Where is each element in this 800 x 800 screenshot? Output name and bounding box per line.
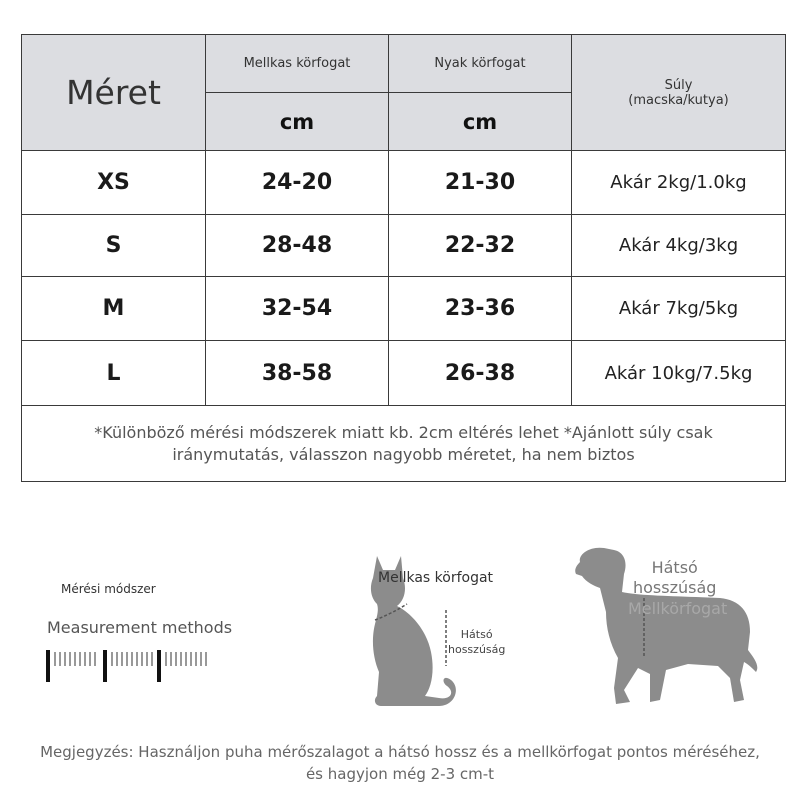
neck-header: Nyak körfogat <box>389 35 572 93</box>
cat-back-label-line2: hosszúság <box>448 643 506 656</box>
dog-back-label-line2: hosszúság <box>633 578 717 597</box>
chest-cell: 28-48 <box>206 215 389 277</box>
dog-back-length-label <box>633 558 716 598</box>
table-row <box>22 151 786 215</box>
cat-back-label-line1: Hátsó <box>460 628 493 641</box>
size-header: Méret <box>22 35 206 151</box>
note-text: *Különböző mérési módszerek miatt kb. 2cm eltérés lehet *Ajánlott súly csak iránymutatás, válasszon nagyobb méretet, ha nem biztos <box>22 406 786 482</box>
chest-cell: 32-54 <box>206 277 389 341</box>
footnote: Megjegyzés: Használjon puha mérőszalagot a hátsó hossz és a mellkörfogat pontos méréséhez, és hagyjon még 2-3 cm-t <box>40 743 760 783</box>
table-row <box>22 341 786 406</box>
measuring-tape-icon <box>44 648 214 684</box>
chest-cell: 24-20 <box>206 151 389 215</box>
measurement-method-label: Mérési módszer <box>61 582 156 596</box>
cat-chest-label: Mellkas körfogat <box>378 570 494 586</box>
cat-back-length-label <box>448 627 505 657</box>
neck-unit: cm <box>389 93 572 151</box>
neck-cell: 21-30 <box>389 151 572 215</box>
chest-unit: cm <box>206 93 389 151</box>
note-row <box>22 406 786 482</box>
table-row <box>22 215 786 277</box>
weight-cell: Akár 7kg/5kg <box>572 277 786 341</box>
chest-cell: 38-58 <box>206 341 389 406</box>
chest-header: Mellkas körfogat <box>206 35 389 93</box>
weight-cell: Akár 10kg/7.5kg <box>572 341 786 406</box>
weight-header-subtitle: (macska/kutya) <box>628 92 729 108</box>
measurement-methods-label: Measurement methods <box>47 618 233 637</box>
size-cell: M <box>22 277 206 341</box>
size-cell: L <box>22 341 206 406</box>
dog-chest-label: Mellkörfogat <box>628 599 728 618</box>
weight-cell: Akár 4kg/3kg <box>572 215 786 277</box>
weight-header <box>572 35 786 151</box>
weight-cell: Akár 2kg/1.0kg <box>572 151 786 215</box>
size-cell: S <box>22 215 206 277</box>
neck-cell: 23-36 <box>389 277 572 341</box>
size-table <box>21 34 786 482</box>
neck-cell: 26-38 <box>389 341 572 406</box>
neck-cell: 22-32 <box>389 215 572 277</box>
header-row-top <box>22 35 786 93</box>
dog-back-label-line1: Hátsó <box>651 558 698 577</box>
weight-header-title: Súly <box>664 77 693 93</box>
size-cell: XS <box>22 151 206 215</box>
table-row <box>22 277 786 341</box>
